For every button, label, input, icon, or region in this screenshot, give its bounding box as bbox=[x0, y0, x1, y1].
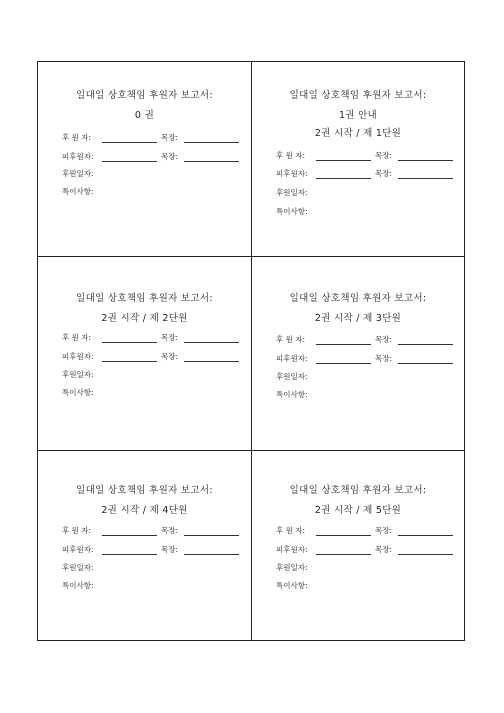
date-row bbox=[62, 369, 94, 380]
pastor-blank[interactable] bbox=[398, 527, 453, 536]
sponsee-row bbox=[62, 544, 243, 555]
card-title: 일대일 상호책임 후원자 보고서: bbox=[76, 485, 213, 496]
pastor-blank[interactable] bbox=[398, 152, 453, 161]
card-unit: 2권 시작 / 제 1단원 bbox=[314, 128, 402, 139]
sponsee-blank[interactable] bbox=[102, 153, 157, 162]
date-row bbox=[62, 168, 94, 179]
pastor-blank[interactable] bbox=[398, 170, 453, 179]
pastor-label: 목장: bbox=[375, 354, 393, 363]
sponsor-blank[interactable] bbox=[102, 527, 157, 536]
report-card-4 bbox=[251, 256, 464, 450]
notes-label: 특이사항: bbox=[62, 581, 94, 590]
sponsor-label: 후 원 자: bbox=[276, 526, 306, 535]
pastor-label: 목장: bbox=[375, 545, 393, 554]
card-unit: 2권 시작 / 제 2단원 bbox=[101, 313, 188, 324]
sponsee-blank[interactable] bbox=[316, 355, 371, 364]
sponsor-label: 후 원 자: bbox=[276, 151, 306, 160]
report-card-5 bbox=[38, 450, 251, 640]
pastor-label: 목장: bbox=[375, 526, 393, 535]
sponsee-row bbox=[62, 151, 243, 162]
sponsee-label: 피후원자: bbox=[62, 152, 94, 161]
date-label: 후원일자: bbox=[276, 372, 308, 381]
sponsee-label: 피후원자: bbox=[276, 169, 308, 178]
pastor-blank[interactable] bbox=[184, 353, 239, 362]
pastor-label: 목장: bbox=[161, 152, 179, 161]
notes-row bbox=[276, 389, 308, 400]
sponsor-row bbox=[62, 132, 243, 143]
sponsee-label: 피후원자: bbox=[276, 545, 308, 554]
card-unit: 2권 시작 / 제 4단원 bbox=[101, 505, 188, 516]
notes-row bbox=[62, 186, 94, 197]
date-row bbox=[62, 562, 94, 573]
sponsor-row bbox=[276, 525, 457, 536]
sponsee-blank[interactable] bbox=[102, 353, 157, 362]
sponsee-label: 피후원자: bbox=[62, 545, 94, 554]
pastor-label: 목장: bbox=[161, 333, 179, 342]
sponsee-row bbox=[276, 544, 457, 555]
sponsor-blank[interactable] bbox=[316, 336, 371, 345]
sponsee-blank[interactable] bbox=[102, 546, 157, 555]
card-title: 일대일 상호책임 후원자 보고서: bbox=[76, 90, 213, 101]
card-title: 일대일 상호책임 후원자 보고서: bbox=[76, 293, 213, 304]
card-unit: 2권 시작 / 제 5단원 bbox=[314, 505, 402, 516]
sponsor-row bbox=[276, 150, 457, 161]
notes-label: 특이사항: bbox=[276, 390, 308, 399]
card-title: 일대일 상호책임 후원자 보고서: bbox=[289, 90, 427, 101]
card-volume: 1권 안내 bbox=[338, 110, 378, 121]
sponsor-row bbox=[62, 525, 243, 536]
notes-row bbox=[276, 206, 308, 217]
card-volume: 0 권 bbox=[134, 110, 155, 121]
report-card-3 bbox=[38, 256, 251, 450]
sponsee-blank[interactable] bbox=[316, 170, 371, 179]
pastor-blank[interactable] bbox=[184, 527, 239, 536]
date-row bbox=[276, 371, 308, 382]
sponsee-row bbox=[276, 168, 457, 179]
sponsee-label: 피후원자: bbox=[276, 354, 308, 363]
date-row bbox=[276, 187, 308, 198]
report-card-1 bbox=[38, 62, 251, 256]
pastor-blank[interactable] bbox=[398, 336, 453, 345]
pastor-blank[interactable] bbox=[398, 355, 453, 364]
sponsor-label: 후 원 자: bbox=[62, 133, 92, 142]
date-label: 후원일자: bbox=[62, 563, 94, 572]
pastor-blank[interactable] bbox=[184, 134, 239, 143]
notes-row bbox=[62, 580, 94, 591]
sponsee-label: 피후원자: bbox=[62, 352, 94, 361]
pastor-label: 목장: bbox=[161, 545, 179, 554]
notes-label: 특이사항: bbox=[276, 581, 308, 590]
pastor-blank[interactable] bbox=[398, 546, 453, 555]
pastor-blank[interactable] bbox=[184, 153, 239, 162]
card-title: 일대일 상호책임 후원자 보고서: bbox=[289, 485, 427, 496]
sponsor-blank[interactable] bbox=[316, 527, 371, 536]
date-label: 후원일자: bbox=[62, 370, 94, 379]
date-label: 후원일자: bbox=[276, 563, 308, 572]
pastor-label: 목장: bbox=[375, 335, 393, 344]
pastor-blank[interactable] bbox=[184, 334, 239, 343]
pastor-label: 목장: bbox=[161, 526, 179, 535]
sponsor-blank[interactable] bbox=[102, 134, 157, 143]
card-unit: 2권 시작 / 제 3단원 bbox=[314, 313, 402, 324]
sponsor-row bbox=[62, 332, 243, 343]
report-card-2 bbox=[251, 62, 464, 256]
date-label: 후원일자: bbox=[276, 188, 308, 197]
sponsor-label: 후 원 자: bbox=[62, 526, 92, 535]
pastor-label: 목장: bbox=[161, 133, 179, 142]
notes-row bbox=[62, 387, 94, 398]
report-sheet bbox=[37, 61, 465, 641]
sponsee-row bbox=[276, 353, 457, 364]
pastor-blank[interactable] bbox=[184, 546, 239, 555]
sponsor-label: 후 원 자: bbox=[276, 335, 306, 344]
sponsor-blank[interactable] bbox=[316, 152, 371, 161]
sponsee-row bbox=[62, 351, 243, 362]
pastor-label: 목장: bbox=[375, 169, 393, 178]
pastor-label: 목장: bbox=[375, 151, 393, 160]
date-row bbox=[276, 562, 308, 573]
sponsor-row bbox=[276, 334, 457, 345]
report-card-6 bbox=[251, 450, 464, 640]
sponsor-label: 후 원 자: bbox=[62, 333, 92, 342]
sponsor-blank[interactable] bbox=[102, 334, 157, 343]
pastor-label: 목장: bbox=[161, 352, 179, 361]
notes-row bbox=[276, 580, 308, 591]
sponsee-blank[interactable] bbox=[316, 546, 371, 555]
notes-label: 특이사항: bbox=[62, 187, 94, 196]
card-title: 일대일 상호책임 후원자 보고서: bbox=[289, 293, 427, 304]
notes-label: 특이사항: bbox=[62, 388, 94, 397]
notes-label: 특이사항: bbox=[276, 207, 308, 216]
date-label: 후원일자: bbox=[62, 169, 94, 178]
